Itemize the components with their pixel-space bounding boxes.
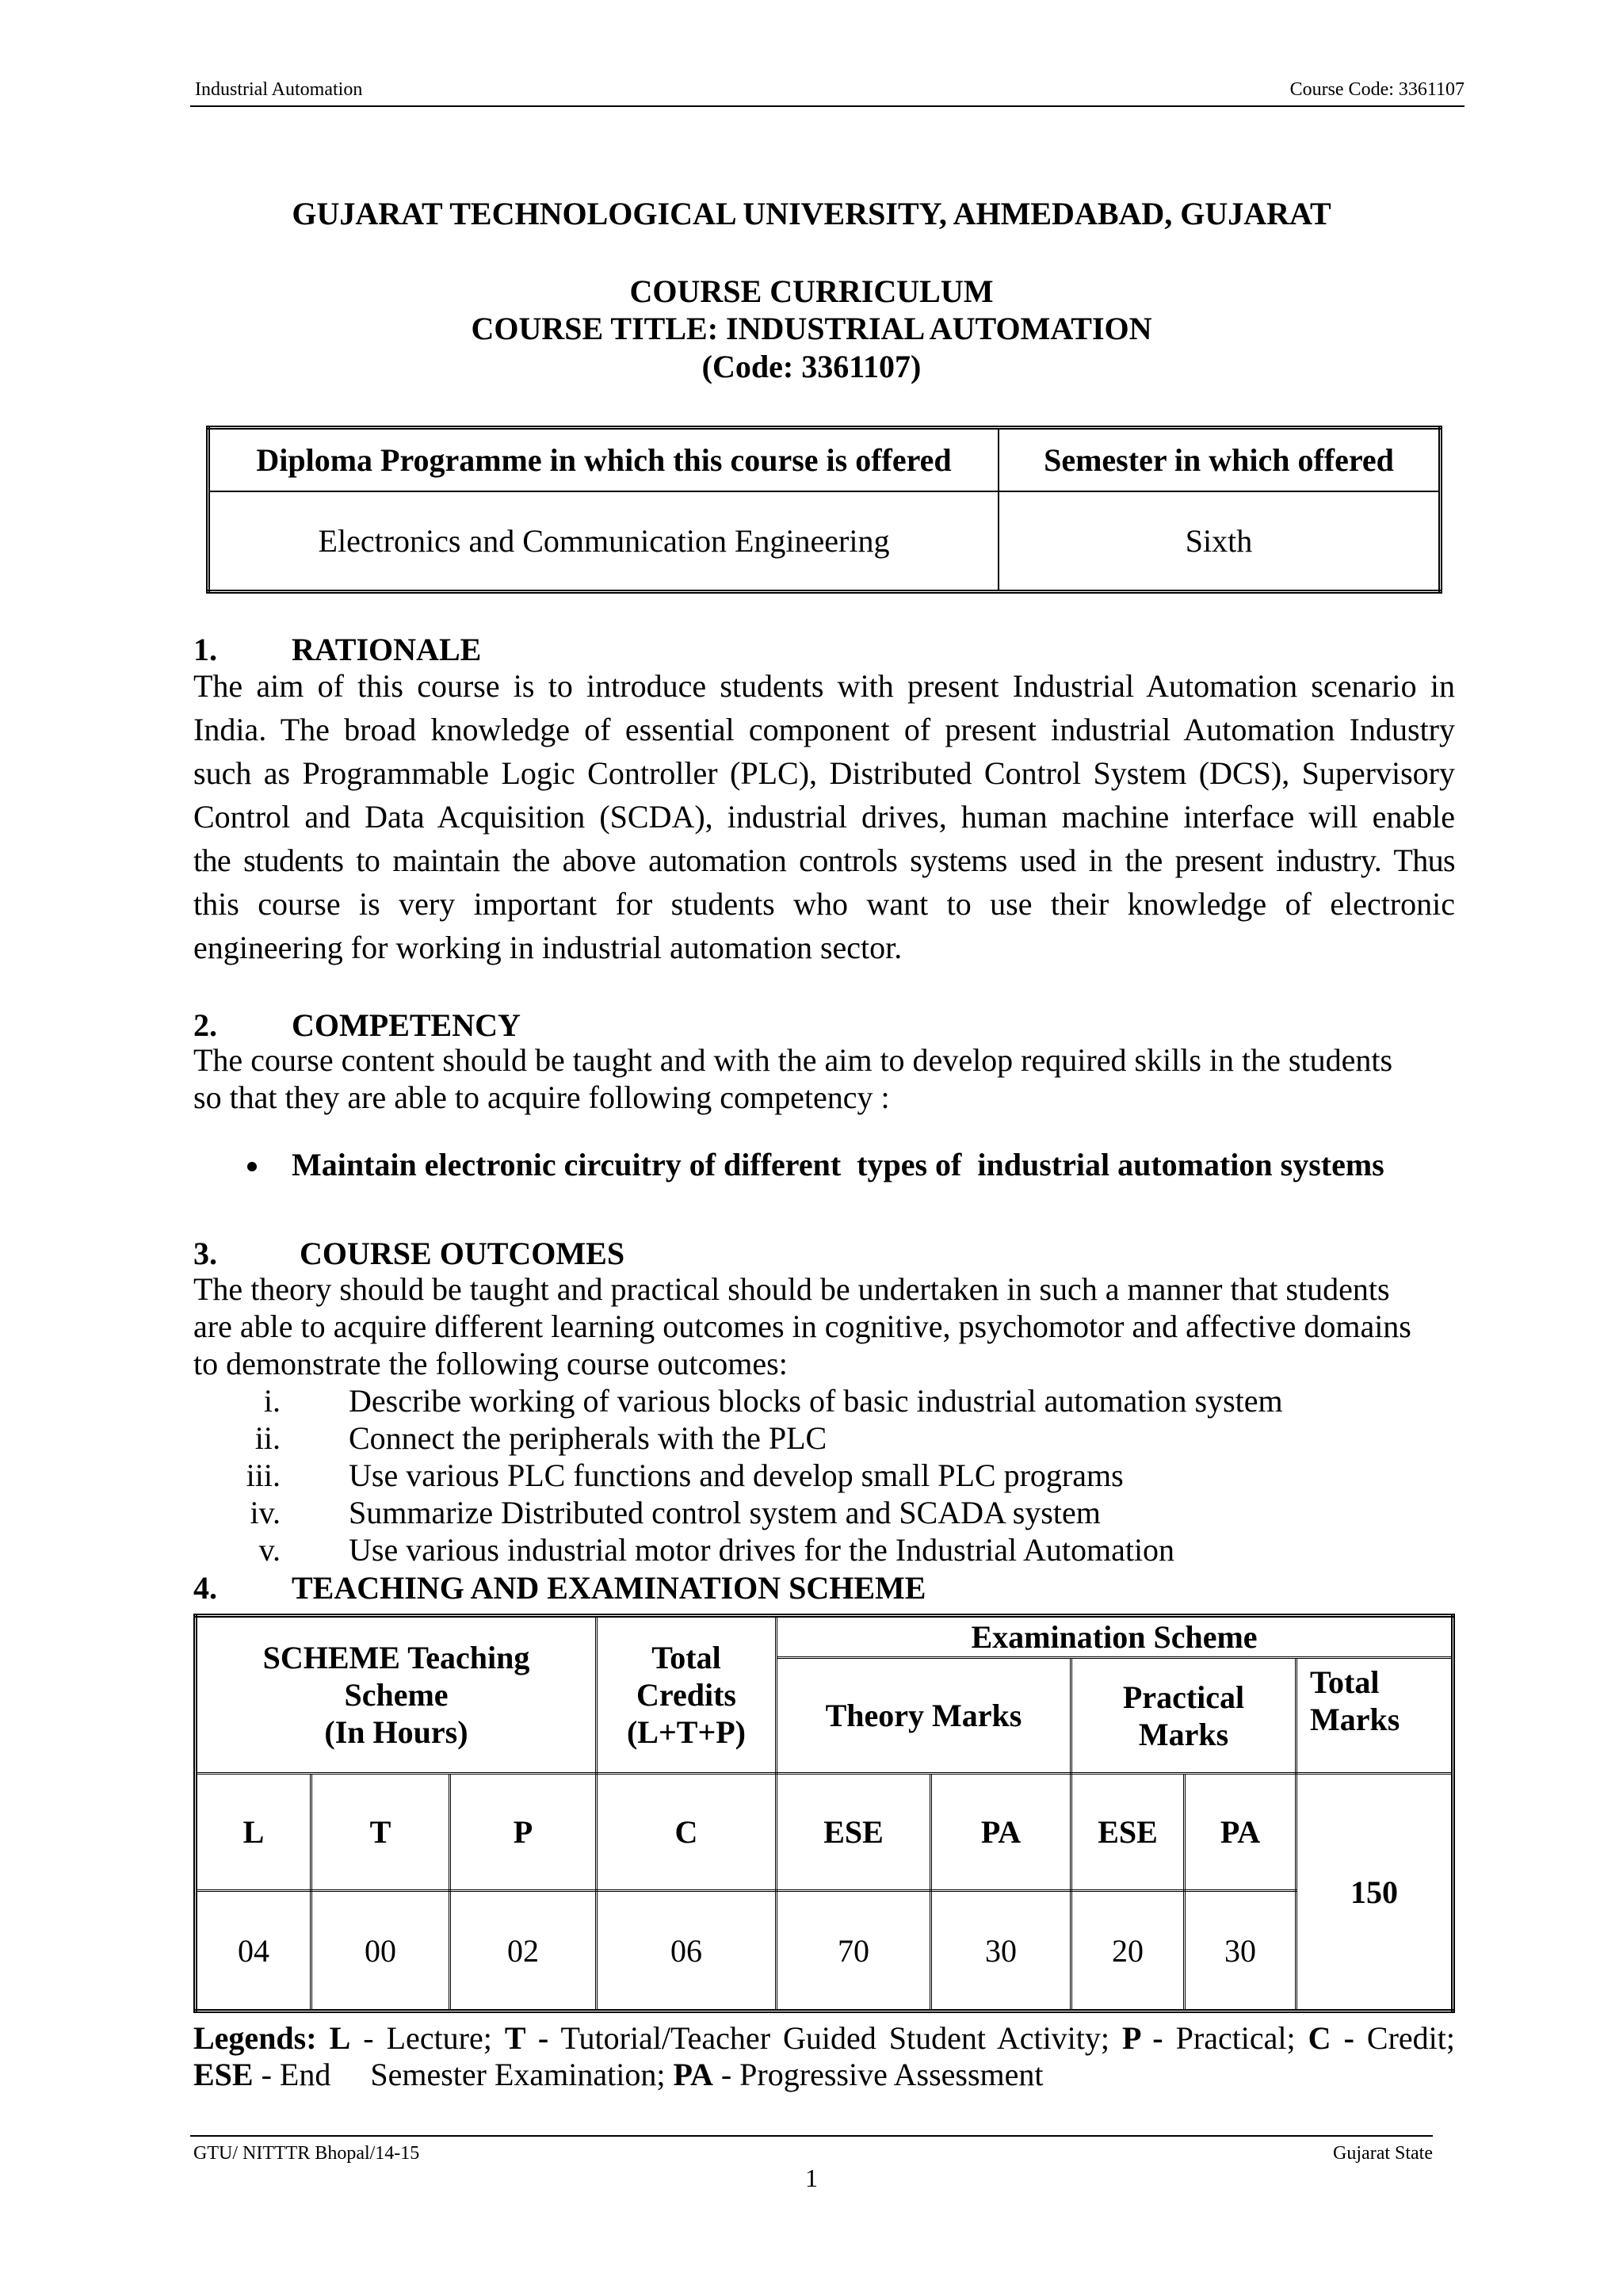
rationale-line: The aim of this course is to introduce students with present Industrial Automation scenario in [193,668,1455,704]
footer-right: Gujarat State [1333,2143,1433,2164]
competency-bullet-text: Maintain electronic circuitry of different types of industrial automation systems [292,1147,1384,1182]
total-marks-header: Total Marks [1296,1658,1453,1774]
section1-title: RATIONALE [292,632,482,667]
value-theory-pa: 30 [931,1891,1071,2011]
curriculum-line2: COURSE TITLE: INDUSTRIAL AUTOMATION [471,311,1152,346]
sub-header-theory-pa: PA [931,1774,1071,1891]
theory-marks-header: Theory Marks [777,1658,1071,1774]
semester-value: Sixth [999,491,1441,592]
rationale-line: the students to maintain the above automation controls systems used in the present industry. Thus [193,842,1455,878]
rationale-line: India. The broad knowledge of essential component of present industrial Automation Industry [193,712,1455,747]
university-title: GUJARAT TECHNOLOGICAL UNIVERSITY, AHMEDABAD, GUJARAT [292,196,1331,231]
rationale-line: such as Programmable Logic Controller (PLC), Distributed Control System (DCS), Supervisory [193,755,1455,791]
practical-marks-header: Practical Marks [1071,1658,1296,1774]
section3-body [193,1270,1477,1382]
teaching-scheme-header: SCHEME Teaching Scheme (In Hours) [196,1616,597,1774]
section4-title: TEACHING AND EXAMINATION SCHEME [292,1570,926,1606]
section1-number: 1. [193,632,217,667]
rationale-line: Control and Data Acquisition (SCDA), industrial drives, human machine interface will enable [193,799,1455,835]
total-credits-header: Total Credits (L+T+P) [597,1616,777,1774]
competency-line: so that they are able to acquire following competency : [193,1079,890,1115]
legends-line2: ESE - End Semester Examination; PA - Progressive Assessment [193,2057,1044,2092]
page-number: 1 [805,2164,818,2192]
outcome-item: ii. Connect the peripherals with the PLC [254,1420,827,1456]
sub-header-practical-pa: PA [1185,1774,1296,1891]
outcomes-intro-line: are able to acquire different learning outcomes in cognitive, psychomotor and affective domains [193,1308,1411,1344]
outcomes-intro-line: to demonstrate the following course outcomes: [193,1346,788,1381]
curriculum-line1: COURSE CURRICULUM [629,273,994,309]
header-rule [190,105,1465,107]
legends-line1: Legends: L - Lecture; T - Tutorial/Teacher Guided Student Activity; P - Practical; C - Credit; [193,2020,1456,2056]
outcome-item: iii. Use various PLC functions and develop small PLC programs [246,1457,1124,1493]
value-t: 00 [311,1891,450,2011]
outcome-item: v. Use various industrial motor drives for the Industrial Automation [258,1532,1175,1568]
value-l: 04 [196,1891,311,2011]
rationale-line: this course is very important for students who want to use their knowledge of electronic [193,886,1455,922]
sub-header-p: P [450,1774,597,1891]
header-left: Industrial Automation [195,79,363,100]
total-marks-value: 150 [1296,1774,1453,2011]
sub-header-l: L [196,1774,311,1891]
section4-number: 4. [193,1570,217,1606]
programme-table [206,426,1442,594]
examination-scheme-header: Examination Scheme [777,1616,1453,1658]
curriculum-line3: (Code: 3361107) [701,349,922,384]
sub-header-theory-ese: ESE [777,1774,931,1891]
rationale-line: engineering for working in industrial automation sector. [193,930,903,965]
outcomes-intro-line: The theory should be taught and practical should be undertaken in such a manner that students [193,1271,1390,1307]
sub-header-practical-ese: ESE [1071,1774,1185,1891]
teaching-exam-scheme-table [193,1614,1455,2013]
value-c: 06 [597,1891,777,2011]
value-p: 02 [450,1891,597,2011]
value-practical-ese: 20 [1071,1891,1185,2011]
footer-left: GTU/ NITTTR Bhopal/14-15 [193,2143,420,2164]
header-right: Course Code: 3361107 [1289,79,1465,100]
outcomes-list [193,1382,1283,1568]
section2-title: COMPETENCY [292,1007,521,1043]
sub-header-t: T [311,1774,450,1891]
value-practical-pa: 30 [1185,1891,1296,2011]
sub-header-c: C [597,1774,777,1891]
value-theory-ese: 70 [777,1891,931,2011]
section1-body [193,664,1455,969]
competency-bullet-icon [247,1162,257,1171]
competency-line: The course content should be taught and with the aim to develop required skills in the students [193,1042,1393,1078]
section3-number: 3. [193,1236,217,1271]
programme-header: Diploma Programme in which this course is offered [208,428,999,491]
section3-title: COURSE OUTCOMES [300,1236,625,1271]
outcome-item: iv. Summarize Distributed control system and SCADA system [250,1495,1101,1530]
section2-body [193,1041,1477,1116]
section2-number: 2. [193,1007,217,1043]
outcome-item: i. Describe working of various blocks of basic industrial automation system [263,1383,1283,1419]
footer-rule [190,2135,1433,2137]
semester-header: Semester in which offered [999,428,1441,491]
programme-value: Electronics and Communication Engineering [208,491,999,592]
